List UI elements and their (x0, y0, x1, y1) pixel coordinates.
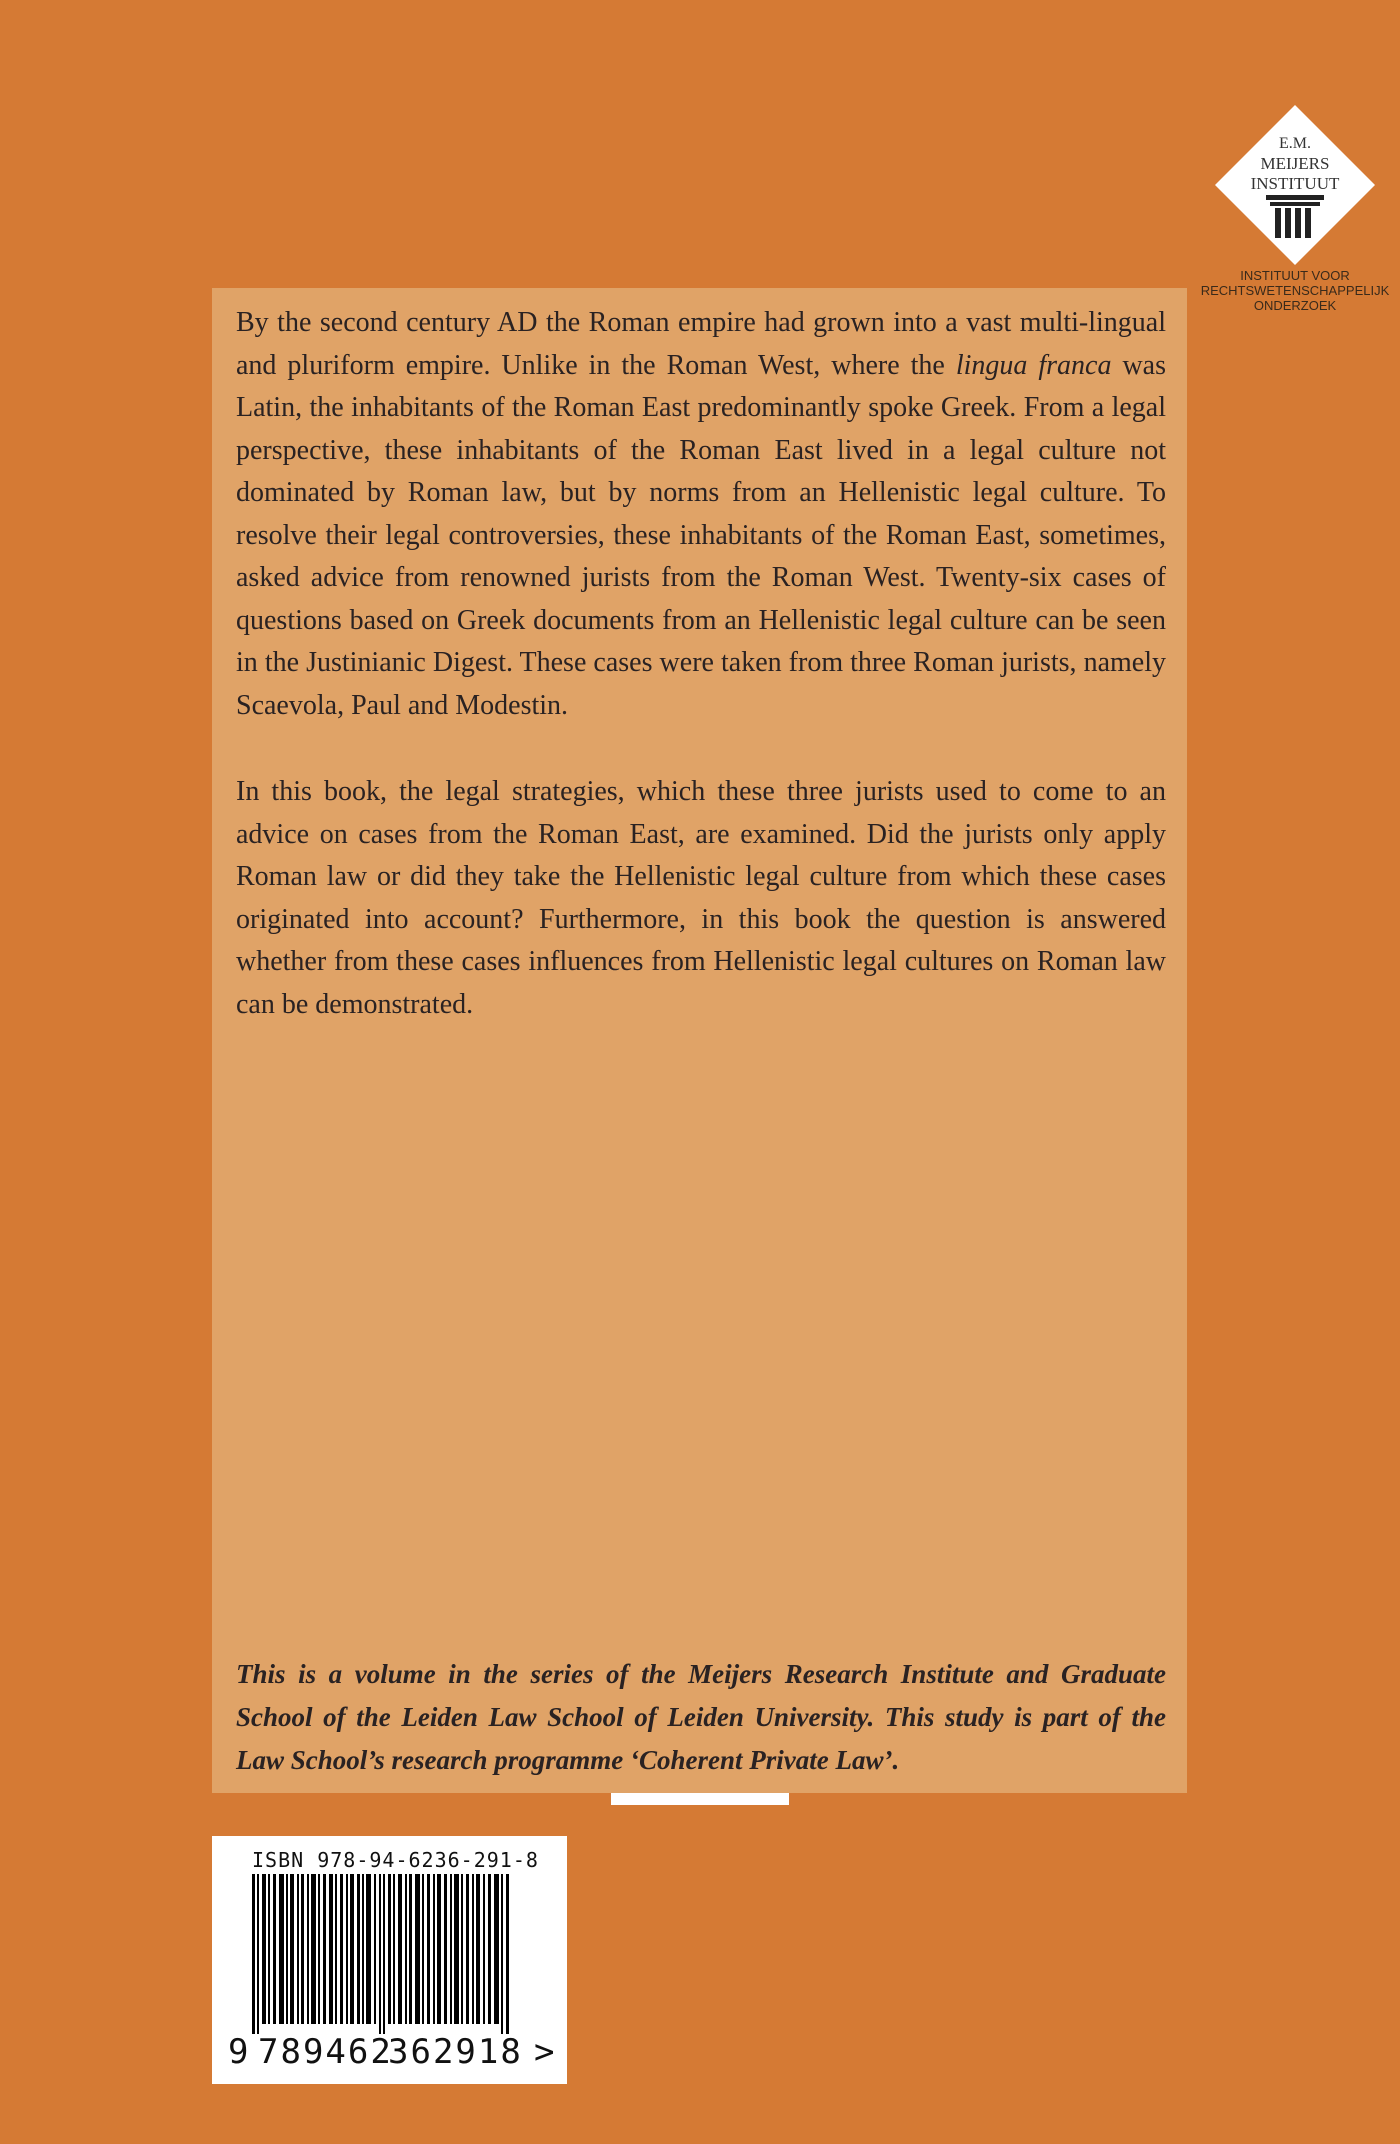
logo-subtitle-line-1: INSTITUUT VOOR (1240, 268, 1350, 283)
blurb-paragraph-1 (236, 302, 1166, 727)
barcode-bars-icon (252, 1874, 527, 2034)
meijers-institute-logo (1200, 100, 1390, 320)
logo-subtitle-line-3: ONDERZOEK (1253, 298, 1337, 313)
blurb-p1-text-a: By the second century AD the Roman empire had grown into a vast multi-lingual and pluriform empire. Unlike in the Roman West, where the (236, 307, 1166, 381)
white-strip (611, 1793, 789, 1805)
series-note: This is a volume in the series of the Meijers Research Institute and Graduate School of the Leiden Law School of Leiden University. This study is part of the Law School’s research programme ‘Coherent Private Law’. (236, 1659, 1166, 1775)
logo-line-instituut: INSTITUUT (1250, 174, 1340, 193)
blurb-panel (212, 288, 1187, 1793)
logo-subtitle (1195, 268, 1395, 313)
logo-line-meijers: MEIJERS (1260, 154, 1330, 173)
barcode-digit-first: 9 (228, 2032, 249, 2072)
blurb-p1-italic: lingua franca (955, 349, 1112, 381)
isbn-barcode (212, 1836, 567, 2084)
barcode-digits-left: 789462 (258, 2032, 393, 2072)
blurb-p1-text-b: was Latin, the inhabitants of the Roman East predominantly spoke Greek. From a legal perspective, these inhabitants of the Roman East lived in a legal culture not dominated by Roman law, but by norms from an Hellenistic legal culture. To resolve their legal controversies, these inhabitants of the Roman East, sometimes, asked advice from renowned jurists from the Roman West. Twenty-six cases of questions based on Greek documents from an Hellenistic legal culture can be seen in the Justinianic Digest. These cases were taken from three Roman jurists, namely Scaevola, Paul and Modestin. (236, 349, 1166, 721)
barcode-arrow: > (534, 2032, 555, 2072)
isbn-label: ISBN 978-94-6236-291-8 (252, 1848, 539, 1872)
blurb-paragraph-2: In this book, the legal strategies, which these three jurists used to come to an advice on cases from the Roman East, are examined. Did the jurists only apply Roman law or did they take the Hellenistic legal culture from which these cases originated into account? Furthermore, in this book the question is answered whether from these cases influences from Hellenistic legal cultures on Roman law can be demonstrated. (236, 776, 1166, 1020)
logo-subtitle-line-2: RECHTSWETENSCHAPPELIJK (1200, 283, 1390, 298)
logo-line-em: E.M. (1279, 135, 1311, 152)
barcode-digits-right: 362918 (388, 2032, 523, 2072)
